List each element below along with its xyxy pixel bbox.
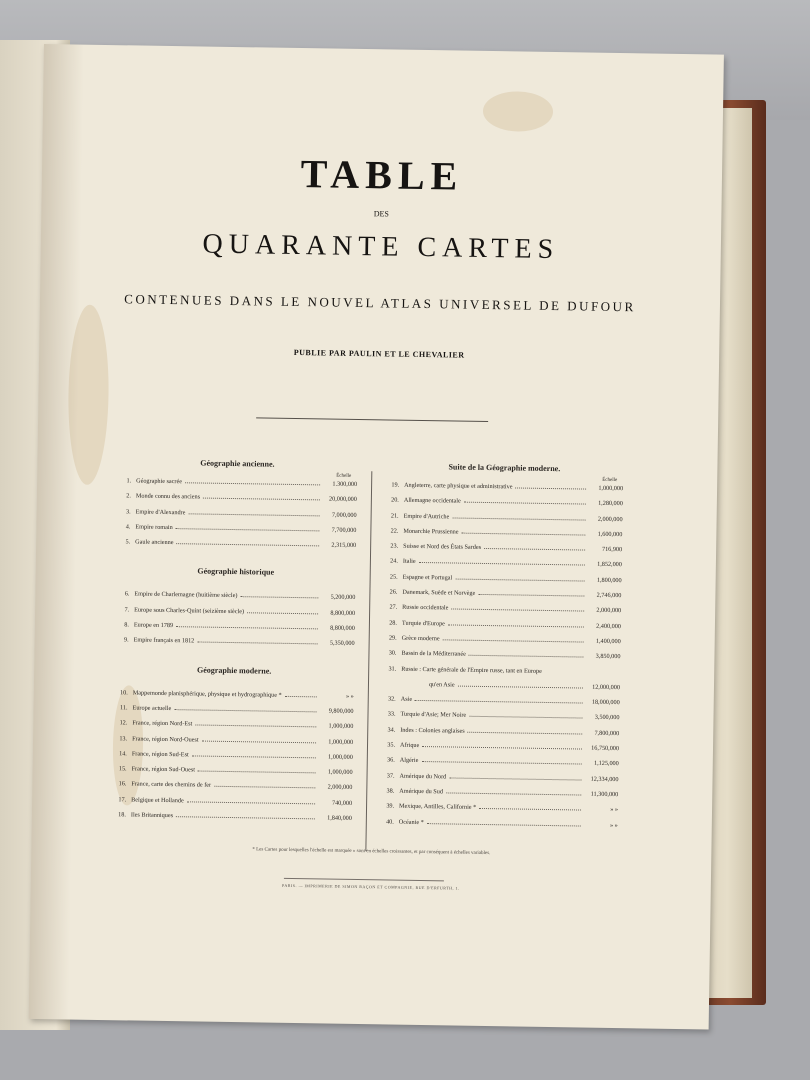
item-label: Turquie d'Asie; Mer Noire xyxy=(400,711,467,720)
item-scale: 1,000,000 xyxy=(328,722,354,731)
leader-dots xyxy=(247,612,318,614)
item-label: Mexique, Antilles, Californie * xyxy=(399,802,477,812)
item-number: 23. xyxy=(390,542,399,550)
leader-dots xyxy=(188,513,319,516)
item-number: 38. xyxy=(386,787,395,795)
leader-dots xyxy=(484,548,585,551)
item-scale: 7,700,000 xyxy=(331,526,357,534)
item-label-continuation: qu'en Asie xyxy=(428,680,455,689)
leader-dots xyxy=(455,578,584,581)
item-label: Afrique xyxy=(399,741,420,750)
item-label: Asie xyxy=(400,695,413,704)
item-label: Suisse et Nord des États Sardes xyxy=(403,542,482,552)
item-label: Empire français en 1812 xyxy=(133,636,195,645)
item-scale: 1,000,000 xyxy=(327,768,353,777)
item-label: France, région Nord-Est xyxy=(132,719,193,728)
item-scale: 18,000,000 xyxy=(591,698,620,707)
item-number: 11. xyxy=(120,704,128,712)
item-scale: 5,350,000 xyxy=(329,639,355,648)
leader-dots xyxy=(464,502,586,505)
item-scale: 1,600,000 xyxy=(597,530,623,539)
item-number: 14. xyxy=(119,750,127,758)
item-label: Monde connu des anciens xyxy=(135,492,201,501)
leader-dots xyxy=(195,725,316,728)
item-scale: 1,800,000 xyxy=(596,576,622,584)
item-number: 10. xyxy=(120,688,128,697)
item-label: France, région Nord-Ouest xyxy=(132,735,199,744)
item-scale: 9,800,000 xyxy=(328,707,354,715)
item-scale: » » xyxy=(610,806,619,814)
item-label: Monarchie Prussienne xyxy=(403,527,459,536)
item-label: France, région Sud-Ouest xyxy=(131,765,196,774)
item-label: France, région Sud-Est xyxy=(131,750,189,759)
item-label: Empire de Charlemagne (huitième siècle) xyxy=(134,590,238,600)
section-heading: Géographie historique xyxy=(197,566,275,578)
item-scale: 2,400,000 xyxy=(596,622,621,630)
item-number: 19. xyxy=(391,481,400,489)
item-label: Océanie * xyxy=(398,818,424,826)
item-number: 29. xyxy=(388,634,397,642)
item-number: 7. xyxy=(124,606,130,614)
item-label: Bassin de la Méditerranée xyxy=(401,649,466,658)
item-number: 16. xyxy=(118,780,127,788)
leader-dots xyxy=(240,597,318,599)
item-label: Empire d'Autriche xyxy=(403,512,450,521)
leader-dots xyxy=(458,685,583,688)
item-scale: 8,800,000 xyxy=(330,609,356,617)
item-number: 2. xyxy=(126,492,131,500)
leader-dots xyxy=(176,528,320,531)
leader-dots xyxy=(176,543,319,546)
item-scale: » » xyxy=(346,692,354,700)
item-label: Italie xyxy=(402,558,416,566)
item-scale: 1,125,000 xyxy=(593,760,619,768)
item-scale: 3,500,000 xyxy=(594,714,620,722)
item-scale: 1,000,000 xyxy=(598,484,624,493)
item-label: Algérie xyxy=(399,757,419,765)
leader-dots xyxy=(214,786,315,789)
item-label: Russie : Carte générale de l'Empire russe, tant en Europe xyxy=(401,665,542,675)
item-label: Gaule ancienne xyxy=(135,538,174,547)
item-label: Indes : Colonies anglaises xyxy=(400,726,465,735)
leader-dots xyxy=(202,740,317,743)
section-heading: Suite de la Géographie moderne. xyxy=(448,462,561,474)
item-number: 8. xyxy=(124,621,129,629)
item-scale: » » xyxy=(610,821,618,829)
item-scale: 2,315,000 xyxy=(331,541,357,550)
leader-dots xyxy=(176,626,318,629)
item-label: Mappemonde planisphérique, physique et hydrographique * xyxy=(132,689,282,699)
item-number: 9. xyxy=(123,636,129,644)
column-divider xyxy=(365,471,372,851)
item-scale: 1,852,000 xyxy=(597,561,622,569)
item-scale: 7,000,000 xyxy=(331,511,357,519)
item-label: Allemagne occidentale xyxy=(403,497,461,505)
item-scale: 8,800,000 xyxy=(330,624,355,633)
printer-imprint: PARIS. — IMPRIMERIE DE SIMON RAÇON ET COMPAGNIE, RUE D'ERFURTH, 1. xyxy=(281,882,460,891)
item-label: Espagne et Portugal xyxy=(402,573,453,582)
section-heading: Géographie ancienne. xyxy=(200,458,275,469)
item-number: 40. xyxy=(386,818,394,826)
leader-dots xyxy=(478,594,584,597)
leader-dots xyxy=(515,487,586,489)
list-item xyxy=(112,811,352,830)
item-scale: 12,334,000 xyxy=(590,775,619,783)
page-subtitle: QUARANTE CARTES xyxy=(202,228,560,266)
item-number: 27. xyxy=(389,603,398,611)
item-scale: 5,200,000 xyxy=(330,594,356,602)
leader-dots xyxy=(422,746,582,750)
item-number: 31. xyxy=(388,665,397,673)
item-scale: 2,746,000 xyxy=(596,591,622,600)
item-scale: 2,000,000 xyxy=(327,784,353,792)
item-scale: 12,000,000 xyxy=(592,683,621,691)
footnote: * Les Cartes pour lesquelles l'échelle est marquée » sont en échelles croissantes, et par conséquent à échelles variables. xyxy=(252,847,491,857)
item-scale: 11,300,000 xyxy=(590,790,619,799)
leader-dots xyxy=(415,700,583,704)
leader-dots xyxy=(469,716,582,719)
leader-dots xyxy=(479,808,581,811)
item-label: Belgique et Hollande xyxy=(131,796,184,805)
item-label: Europe sous Charles-Quint (seizième siècle) xyxy=(134,606,245,615)
item-number: 18. xyxy=(118,811,126,819)
item-number: 37. xyxy=(386,772,395,780)
item-label: France, carte des chemins de fer xyxy=(131,780,212,790)
leader-dots xyxy=(469,655,584,658)
item-label: Europe actuelle xyxy=(132,704,172,713)
item-number: 28. xyxy=(389,619,398,627)
item-scale: 3,850,000 xyxy=(595,653,621,661)
title-des: DES xyxy=(373,209,390,219)
foxing-stain xyxy=(483,91,554,132)
scale-header: Échelle xyxy=(602,477,618,484)
publisher-line: PUBLIE PAR PAULIN ET LE CHEVALIER xyxy=(293,347,465,360)
leader-dots xyxy=(452,517,585,520)
item-scale: 1,000,000 xyxy=(328,738,354,746)
item-scale: 1,400,000 xyxy=(595,637,621,646)
leader-dots xyxy=(462,533,586,536)
item-number: 22. xyxy=(390,527,399,535)
item-number: 26. xyxy=(389,588,398,596)
section-heading: Géographie moderne. xyxy=(197,665,272,676)
leader-dots xyxy=(203,498,320,501)
list-item xyxy=(380,818,618,837)
leader-dots xyxy=(185,482,320,485)
imprint-rule xyxy=(284,878,444,882)
item-number: 1. xyxy=(126,477,132,485)
item-label: Amérique du Sud xyxy=(399,787,444,796)
leader-dots xyxy=(443,639,584,642)
leader-dots xyxy=(198,771,316,774)
leader-dots xyxy=(192,755,316,758)
item-scale: 2,000,000 xyxy=(596,607,622,615)
item-number: 24. xyxy=(390,557,398,566)
item-number: 21. xyxy=(390,512,399,520)
item-scale: 1,840,000 xyxy=(327,814,352,822)
item-scale: 716,900 xyxy=(601,546,623,554)
item-label: Angleterre, carte physique et administrative xyxy=(404,481,513,491)
item-number: 34. xyxy=(387,726,396,734)
item-number: 12. xyxy=(119,719,128,727)
item-number: 15. xyxy=(118,765,127,773)
item-label: Danemark, Suède et Norvège xyxy=(402,588,476,597)
item-number: 25. xyxy=(389,573,398,581)
leader-dots xyxy=(449,777,581,780)
item-label: Géographie sacrée xyxy=(136,477,183,486)
item-scale: 2,000,000 xyxy=(597,515,623,523)
leader-dots xyxy=(187,801,315,804)
item-scale: 20,000,000 xyxy=(328,495,357,504)
item-number: 13. xyxy=(119,734,128,742)
leader-dots xyxy=(451,609,584,612)
item-number: 6. xyxy=(124,590,130,598)
item-number: 17. xyxy=(118,796,127,804)
item-number: 36. xyxy=(387,756,395,764)
item-label: Grèce moderne xyxy=(401,634,440,643)
atlas-page xyxy=(29,44,724,1030)
item-number: 39. xyxy=(386,802,395,810)
item-label: Europe en 1789 xyxy=(133,621,174,630)
scale-header: Échelle xyxy=(336,473,352,479)
item-number: 5. xyxy=(125,538,131,546)
leader-dots xyxy=(446,792,581,795)
item-number: 30. xyxy=(388,649,397,657)
page-title: TABLE xyxy=(300,151,464,199)
item-label: Empire d'Alexandre xyxy=(135,508,186,516)
item-number: 3. xyxy=(125,507,131,516)
item-label: Empire romain xyxy=(135,523,173,531)
item-number: 20. xyxy=(391,496,399,504)
item-label: Russie occidentale xyxy=(402,604,449,612)
leader-dots xyxy=(285,696,317,698)
item-scale: 740,000 xyxy=(331,799,353,807)
item-label: Turquie d'Europe xyxy=(401,619,446,628)
item-scale: 16,750,000 xyxy=(591,744,620,753)
leader-dots xyxy=(419,562,585,566)
leader-dots xyxy=(174,709,316,712)
item-scale: 1,280,000 xyxy=(598,500,623,508)
leader-dots xyxy=(427,823,581,826)
leader-dots xyxy=(448,624,584,627)
item-label: Amérique du Nord xyxy=(399,772,447,781)
contents-line: CONTENUES DANS LE NOUVEL ATLAS UNIVERSEL DE DUFOUR xyxy=(124,291,636,315)
item-number: 33. xyxy=(387,710,396,719)
item-number: 35. xyxy=(387,741,396,749)
leader-dots xyxy=(468,731,583,734)
leader-dots xyxy=(421,761,581,765)
item-number: 32. xyxy=(387,695,396,703)
item-scale: 7,800,000 xyxy=(594,729,620,737)
leader-dots xyxy=(176,816,315,819)
title-rule xyxy=(256,417,488,422)
item-number: 4. xyxy=(125,523,131,531)
item-label: Iles Britanniques xyxy=(130,811,174,820)
item-scale: 1,000,000 xyxy=(328,753,353,761)
left-column xyxy=(112,457,358,830)
item-scale: 1.300,000 xyxy=(332,480,358,488)
leader-dots xyxy=(197,642,317,645)
right-column xyxy=(380,461,624,837)
